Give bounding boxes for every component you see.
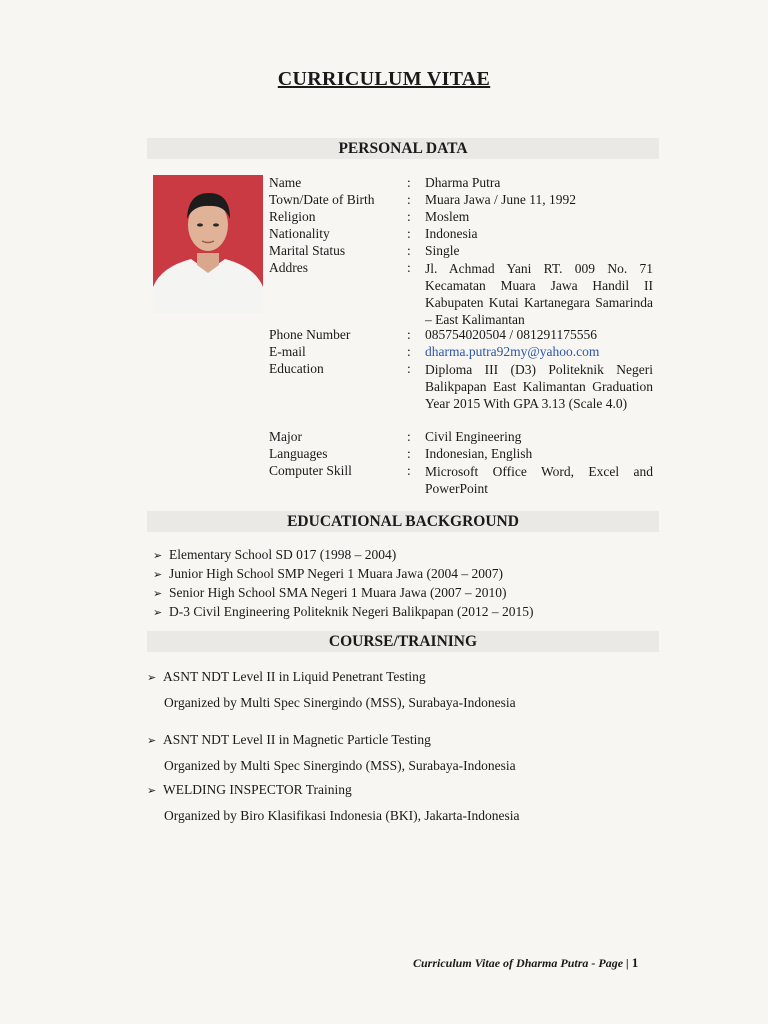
- section-course-training: COURSE/TRAINING: [147, 631, 659, 652]
- list-item: ➢ Junior High School SMP Negeri 1 Muara Jawa (2004 – 2007): [153, 565, 533, 584]
- label-marital-status: Marital Status: [269, 243, 346, 258]
- course-item: ➢ ASNT NDT Level II in Magnetic Particle Testing: [147, 732, 431, 747]
- colon: :: [407, 327, 411, 342]
- colon: :: [407, 446, 411, 461]
- label-major: Major: [269, 429, 302, 444]
- course-organizer: Organized by Multi Spec Sinergindo (MSS), Surabaya-Indonesia: [164, 695, 516, 710]
- value-address: Jl. Achmad Yani RT. 009 No. 71 Kecamatan Muara Jawa Handil II Kabupaten Kutai Kartanegara Samarinda – East Kalimantan: [425, 261, 653, 327]
- colon: :: [407, 209, 411, 224]
- colon: :: [407, 344, 411, 359]
- value-nationality: Indonesia: [425, 226, 478, 241]
- label-birth: Town/Date of Birth: [269, 192, 375, 207]
- page-footer: [413, 955, 638, 971]
- section-personal-data: PERSONAL DATA: [147, 138, 659, 159]
- value-religion: Moslem: [425, 209, 470, 224]
- footer-separator: |: [626, 956, 629, 970]
- arrow-bullet-icon: ➢: [147, 672, 157, 684]
- course-item: ➢ ASNT NDT Level II in Liquid Penetrant Testing: [147, 669, 426, 684]
- arrow-bullet-icon: ➢: [153, 569, 163, 581]
- colon: :: [407, 226, 411, 241]
- section-educational-background: EDUCATIONAL BACKGROUND: [147, 511, 659, 532]
- page-number: 1: [631, 955, 639, 970]
- course-organizer: Organized by Biro Klasifikasi Indonesia (BKI), Jakarta-Indonesia: [164, 808, 520, 823]
- value-name: Dharma Putra: [425, 175, 501, 190]
- list-item: ➢ Elementary School SD 017 (1998 – 2004): [153, 546, 533, 565]
- colon: :: [407, 260, 411, 275]
- value-education: Diploma III (D3) Politeknik Negeri Balikpapan East Kalimantan Graduation Year 2015 With GPA 3.13 (Scale 4.0): [425, 362, 653, 411]
- education-list: [153, 546, 533, 622]
- value-major: Civil Engineering: [425, 429, 522, 444]
- label-address: Addres: [269, 260, 308, 275]
- arrow-bullet-icon: ➢: [153, 588, 163, 600]
- course-organizer: Organized by Multi Spec Sinergindo (MSS), Surabaya-Indonesia: [164, 758, 516, 773]
- arrow-bullet-icon: ➢: [147, 785, 157, 797]
- value-languages: Indonesian, English: [425, 446, 533, 461]
- label-name: Name: [269, 175, 302, 190]
- colon: :: [407, 463, 411, 478]
- colon: :: [407, 175, 411, 190]
- profile-photo: [153, 175, 263, 313]
- value-marital-status: Single: [425, 243, 460, 258]
- value-phone: 085754020504 / 081291175556: [425, 327, 597, 342]
- value-birth: Muara Jawa / June 11, 1992: [425, 192, 576, 207]
- colon: :: [407, 192, 411, 207]
- colon: :: [407, 243, 411, 258]
- list-item: ➢ Senior High School SMA Negeri 1 Muara Jawa (2007 – 2010): [153, 584, 533, 603]
- arrow-bullet-icon: ➢: [153, 607, 163, 619]
- label-languages: Languages: [269, 446, 328, 461]
- value-computer-skill: Microsoft Office Word, Excel and PowerPoint: [425, 464, 653, 496]
- document-title: CURRICULUM VITAE: [277, 68, 491, 90]
- label-email: E-mail: [269, 344, 306, 359]
- value-email-link[interactable]: dharma.putra92my@yahoo.com: [425, 344, 600, 359]
- label-phone: Phone Number: [269, 327, 351, 342]
- footer-text: Curriculum Vitae of Dharma Putra - Page: [413, 956, 624, 970]
- arrow-bullet-icon: ➢: [153, 550, 163, 562]
- label-religion: Religion: [269, 209, 316, 224]
- colon: :: [407, 429, 411, 444]
- list-item: ➢ D-3 Civil Engineering Politeknik Negeri Balikpapan (2012 – 2015): [153, 603, 533, 622]
- label-computer-skill: Computer Skill: [269, 463, 352, 478]
- course-item: ➢ WELDING INSPECTOR Training: [147, 782, 352, 797]
- label-education: Education: [269, 361, 324, 376]
- arrow-bullet-icon: ➢: [147, 735, 157, 747]
- colon: :: [407, 361, 411, 376]
- person-photo-icon: [153, 175, 263, 313]
- label-nationality: Nationality: [269, 226, 330, 241]
